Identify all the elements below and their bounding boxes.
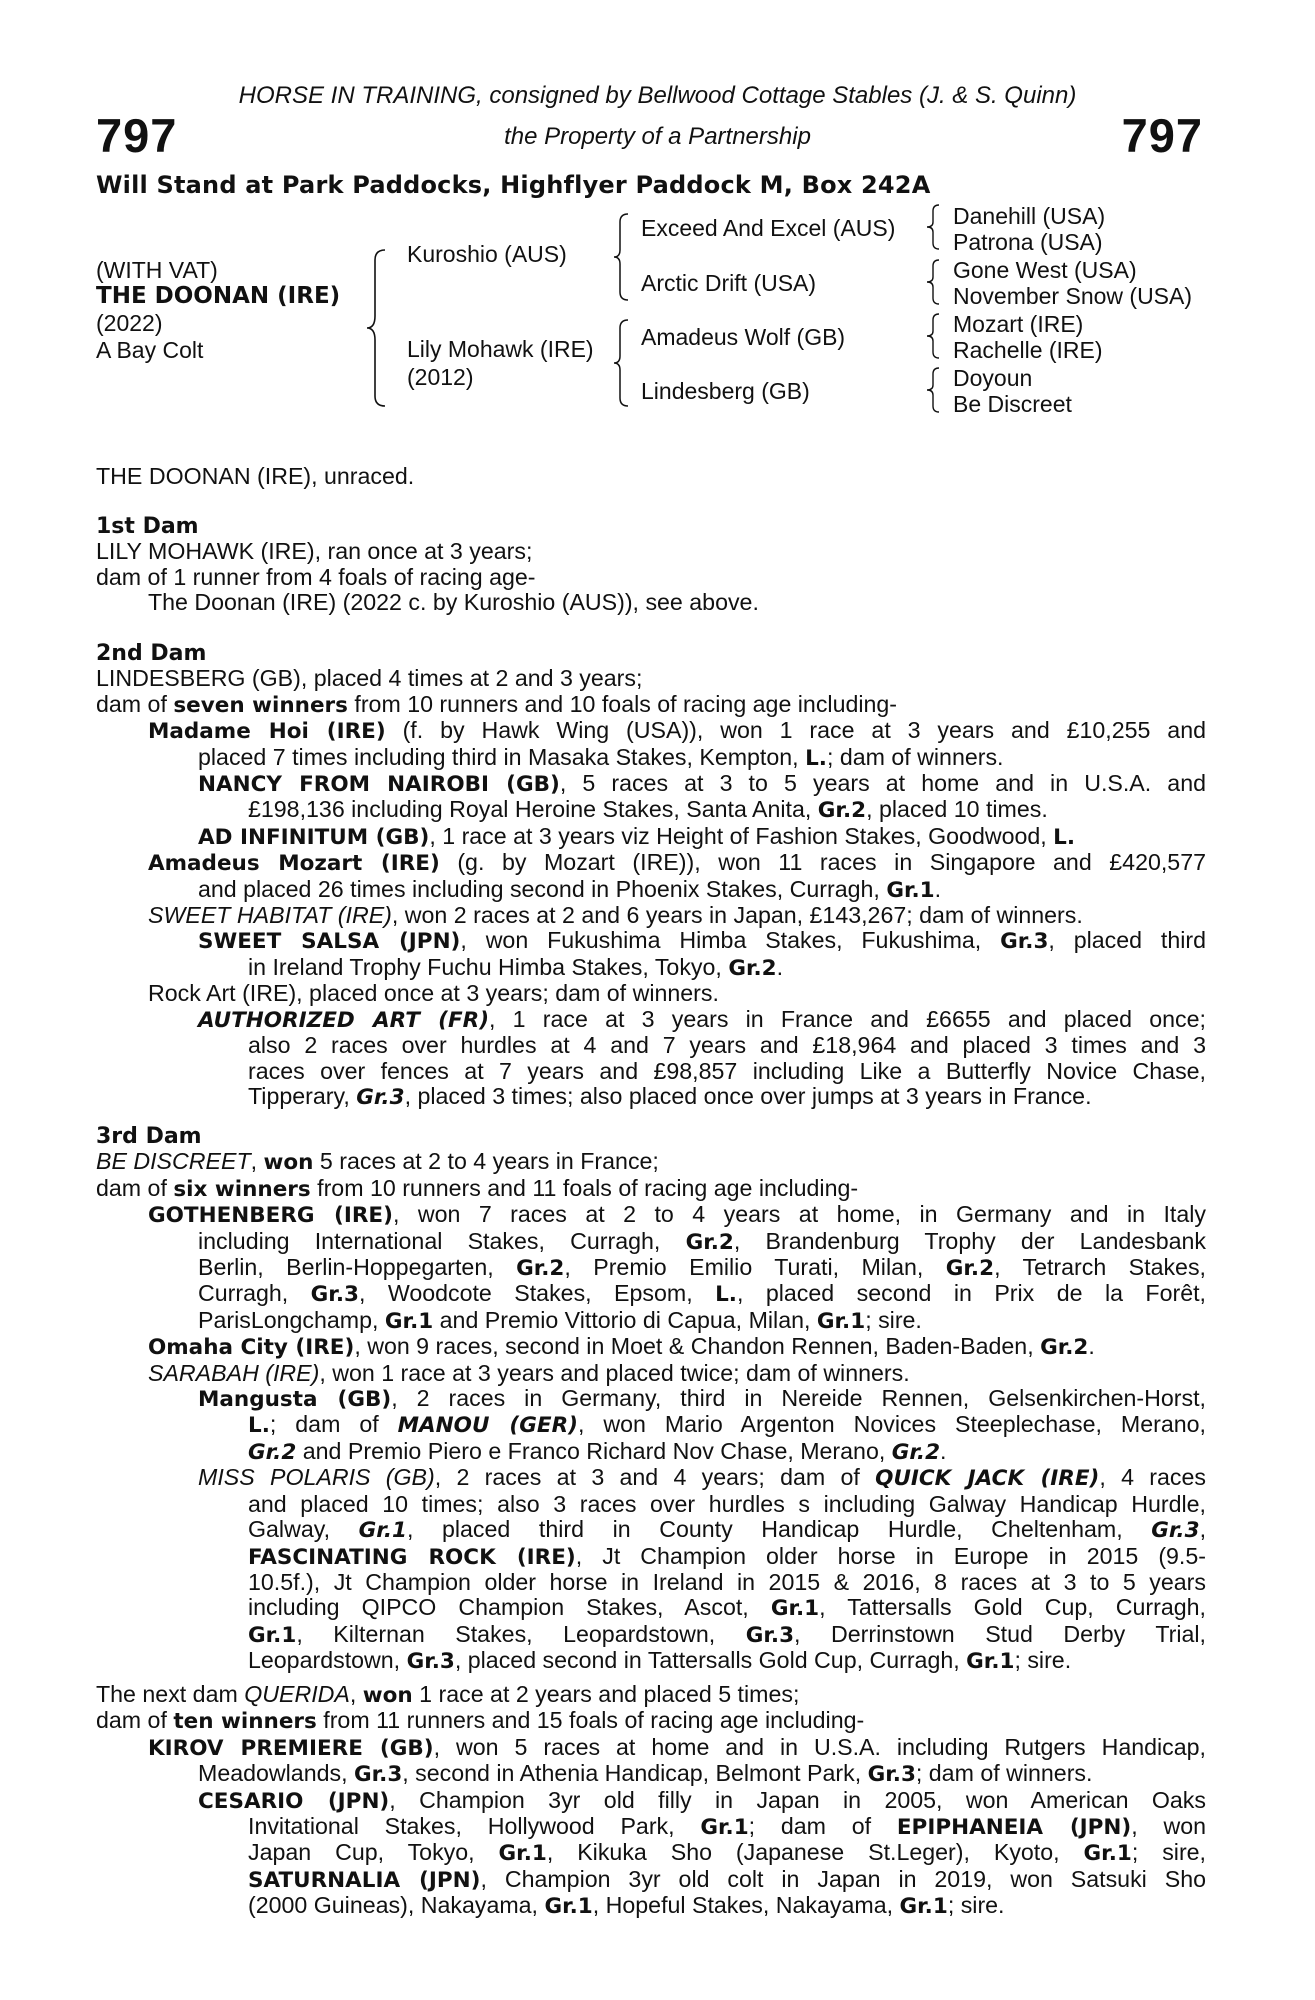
first-dam-heading: 1st Dam bbox=[96, 514, 199, 539]
rock-art-entry: Rock Art (IRE), placed once at 3 years; dam of winners. bbox=[148, 980, 719, 1007]
standing-location: Will Stand at Park Paddocks, Highflyer Paddock M, Box 242A bbox=[96, 171, 931, 199]
brace-dam-icon bbox=[612, 318, 634, 408]
third-dam-heading: 3rd Dam bbox=[96, 1124, 202, 1149]
next-dam-section: The next dam QUERIDA, won 1 race at 2 years and placed 5 times; dam of ten winners from 11 runners and 15 foals of racing age including- KIROV PREMIERE (GB), won 5 races at home and in U.S.A. including Rutgers Handicap, Meadowlands, Gr.3, second in Athenia Handicap, Belmont Park, Gr.3; dam of winners. CESARIO (JPN), Champion 3yr old filly in Japan in 2005, won American Oaks Invitational Stakes, Hollywood Park, Gr.1; dam of EPIPHANEIA (JPN), won Japan Cup, Tokyo, Gr.1, Kikuka Sho (Japanese St.Leger), Kyoto, Gr.1; sire, SATURNALIA (JPN), Champion 3yr old colt in Japan in 2019, won Satsuki Sho (2000 Guineas), Nakayama, Gr.1, Hopeful Stakes, Nakayama, Gr.1; sire. bbox=[96, 1681, 1206, 1920]
mangusta-entry: Mangusta (GB), 2 races in Germany, third in Nereide Rennen, Gelsenkirchen-Horst, bbox=[198, 1385, 1206, 1413]
unraced-note: THE DOONAN (IRE), unraced. bbox=[96, 463, 415, 489]
nancy-entry: NANCY FROM NAIROBI (GB), 5 races at 3 to 5 years at home and in U.S.A. and bbox=[198, 770, 1206, 798]
horse-description: A Bay Colt bbox=[96, 337, 204, 363]
grandsire-3: Mozart (IRE) bbox=[953, 311, 1084, 337]
brace-g3-icon bbox=[925, 312, 943, 360]
ad-infinitum-entry: AD INFINITUM (GB), 1 race at 3 years viz Height of Fashion Stakes, Goodwood, L. bbox=[198, 822, 1076, 850]
gothenberg-entry: GOTHENBERG (IRE), won 7 races at 2 to 4 years at home, in Germany and in Italy bbox=[148, 1201, 1206, 1229]
sire-dam: Arctic Drift (USA) bbox=[641, 270, 817, 296]
next-dam-summary: dam of ten winners from 11 runners and 15 foals of racing age including- bbox=[96, 1707, 865, 1735]
sire: Kuroshio (AUS) bbox=[407, 241, 567, 267]
granddam-3: Rachelle (IRE) bbox=[953, 337, 1103, 363]
granddam-2: November Snow (USA) bbox=[953, 283, 1193, 309]
dam-dam: Lindesberg (GB) bbox=[641, 378, 810, 404]
sire-sire: Exceed And Excel (AUS) bbox=[641, 215, 896, 241]
horse-name: THE DOONAN (IRE) bbox=[96, 283, 341, 309]
sweet-habitat-entry: SWEET HABITAT (IRE), won 2 races at 2 and 6 years in Japan, £143,267; dam of winners. bbox=[148, 902, 1083, 929]
lot-number-right: 797 bbox=[1121, 109, 1203, 162]
third-dam-section: 3rd Dam BE DISCREET, won 5 races at 2 to 4 years in France; dam of six winners from 10 runners and 11 foals of racing age including- GOTHENBERG (IRE), won 7 races at 2 to 4 years at home, in Germany and in Italy including International Stakes, Curragh, Gr.2, Brandenburg Trophy der Landesbank Berlin, Berlin-Hoppegarten, Gr.2, Premio Emilio Turati, Milan, Gr.2, Tetrarch Stakes, Curragh, Gr.3, Woodcote Stakes, Epsom, L., placed second in Prix de la Forêt, ParisLongchamp, Gr.1 and Premio Vittorio di Capua, Milan, Gr.1; sire. Omaha City (IRE), won 9 races, second in Moet & Chandon Rennen, Baden-Baden, Gr.2. SARABAH (IRE), won 1 race at 3 years and placed twice; dam of winners. Mangusta (GB), 2 races in Germany, third in Nereide Rennen, Gelsenkirchen-Horst, L.; dam of MANOU (GER), won Mario Argenton Novices Steeplechase, Merano, Gr.2 and Premio Piero e Franco Richard Nov Chase, Merano, Gr.2. MISS POLARIS (GB), 2 races at 3 and 4 years; dam of QUICK JACK (IRE), 4 races and placed 10 times; also 3 races over hurdles s including Galway Handicap Hurdle, Galway, Gr.1, placed third in County Handicap Hurdle, Cheltenham, Gr.3, FASCINATING ROCK (IRE), Jt Champion older horse in Europe in 2015 (9.5- 10.5f.), Jt Champion older horse in Ireland in 2015 & 2016, 8 races at 3 to 5 years including QIPCO Champion Stakes, Ascot, Gr.1, Tattersalls Gold Cup, Curragh, Gr.1, Kilternan Stakes, Leopardstown, Gr.3, Derrinstown Stud Derby Trial, Leopardstown, Gr.3, placed second in Tattersalls Gold Cup, Curragh, Gr.1; sire. bbox=[96, 1124, 1207, 1675]
granddam-1: Patrona (USA) bbox=[953, 229, 1103, 255]
grandsire-1: Danehill (USA) bbox=[953, 203, 1106, 229]
miss-polaris-entry: MISS POLARIS (GB), 2 races at 3 and 4 years; dam of QUICK JACK (IRE), 4 races bbox=[198, 1464, 1206, 1492]
second-dam-section: 2nd Dam LINDESBERG (GB), placed 4 times at 2 and 3 years; dam of seven winners from 10 runners and 10 foals of racing age including- Madame Hoi (IRE) (f. by Hawk Wing (USA)), won 1 race at 3 years and £10,255 and placed 7 times including third in Masaka Stakes, Kempton, L.; dam of winners. NANCY FROM NAIROBI (GB), 5 races at 3 to 5 years at home and in U.S.A. and £198,136 including Royal Heroine Stakes, Santa Anita, Gr.2, placed 10 times. AD INFINITUM (GB), 1 race at 3 years viz Height of Fashion Stakes, Goodwood, L. Amadeus Mozart (IRE) (g. by Mozart (IRE)), won 11 races in Singapore and £420,577 and placed 26 times including second in Phoenix Stakes, Curragh, Gr.1. SWEET HABITAT (IRE), won 2 races at 2 and 6 years in Japan, £143,267; dam of winners. SWEET SALSA (JPN), won Fukushima Himba Stakes, Fukushima, Gr.3, placed third in Ireland Trophy Fuchu Himba Stakes, Tokyo, Gr.2. Rock Art (IRE), placed once at 3 years; dam of winners. AUTHORIZED ART (FR), 1 race at 3 years in France and £6655 and placed once; also 2 races over hurdles at 4 and 7 years and £18,964 and placed 3 times and 3 races over fences at 7 years and £98,857 including Like a Butterfly Novice Chase, Tipperary, Gr.3, placed 3 times; also placed once over jumps at 3 years in France. bbox=[96, 641, 1206, 1110]
vat-note: (WITH VAT) bbox=[96, 257, 218, 283]
horse-year: (2022) bbox=[96, 310, 163, 336]
lot-number-left: 797 bbox=[96, 109, 178, 162]
amadeus-mozart-entry: Amadeus Mozart (IRE) (g. by Mozart (IRE)), won 11 races in Singapore and £420,577 bbox=[148, 849, 1206, 877]
brace-g1-icon bbox=[925, 203, 943, 251]
second-dam-heading: 2nd Dam bbox=[96, 641, 207, 666]
sweet-salsa-entry: SWEET SALSA (JPN), won Fukushima Himba Stakes, Fukushima, Gr.3, placed third bbox=[198, 927, 1206, 955]
cesario-entry: CESARIO (JPN), Champion 3yr old filly in Japan in 2005, won American Oaks bbox=[198, 1786, 1206, 1814]
first-dam-section: 1st Dam LILY MOHAWK (IRE), ran once at 3 years; dam of 1 runner from 4 foals of racing age- The Doonan (IRE) (2022 c. by Kuroshio (AUS)), see above. bbox=[96, 514, 1206, 616]
madame-hoi-entry: Madame Hoi (IRE) (f. by Hawk Wing (USA)), won 1 race at 3 years and £10,255 and bbox=[148, 717, 1206, 745]
owner-line: the Property of a Partnership bbox=[504, 123, 811, 150]
brace-g4-icon bbox=[925, 366, 943, 414]
dam: Lily Mohawk (IRE) bbox=[407, 336, 594, 362]
kirov-premiere-entry: KIROV PREMIERE (GB), won 5 races at home and in U.S.A. including Rutgers Handicap, bbox=[148, 1733, 1206, 1761]
omaha-city-entry: Omaha City (IRE), won 9 races, second in Moet & Chandon Rennen, Baden-Baden, Gr.2. bbox=[148, 1333, 1095, 1361]
dam-year: (2012) bbox=[407, 364, 474, 390]
third-dam-summary: dam of six winners from 10 runners and 11 foals of racing age including- bbox=[96, 1174, 859, 1202]
consignment-line: HORSE IN TRAINING, consigned by Bellwood Cottage Stables (J. & S. Quinn) bbox=[238, 82, 1077, 109]
granddam-4: Be Discreet bbox=[953, 391, 1072, 417]
brace-sire-icon bbox=[612, 212, 634, 302]
authorized-art-entry: AUTHORIZED ART (FR), 1 race at 3 years in France and £6655 and placed once; bbox=[198, 1005, 1206, 1033]
second-dam-summary: dam of seven winners from 10 runners and 10 foals of racing age including- bbox=[96, 690, 898, 718]
brace-main-icon bbox=[365, 248, 395, 408]
grandsire-4: Doyoun bbox=[953, 365, 1033, 391]
sarabah-entry: SARABAH (IRE), won 1 race at 3 years and placed twice; dam of winners. bbox=[148, 1359, 910, 1386]
brace-g2-icon bbox=[925, 258, 943, 306]
dam-sire: Amadeus Wolf (GB) bbox=[641, 324, 846, 350]
grandsire-2: Gone West (USA) bbox=[953, 257, 1137, 283]
